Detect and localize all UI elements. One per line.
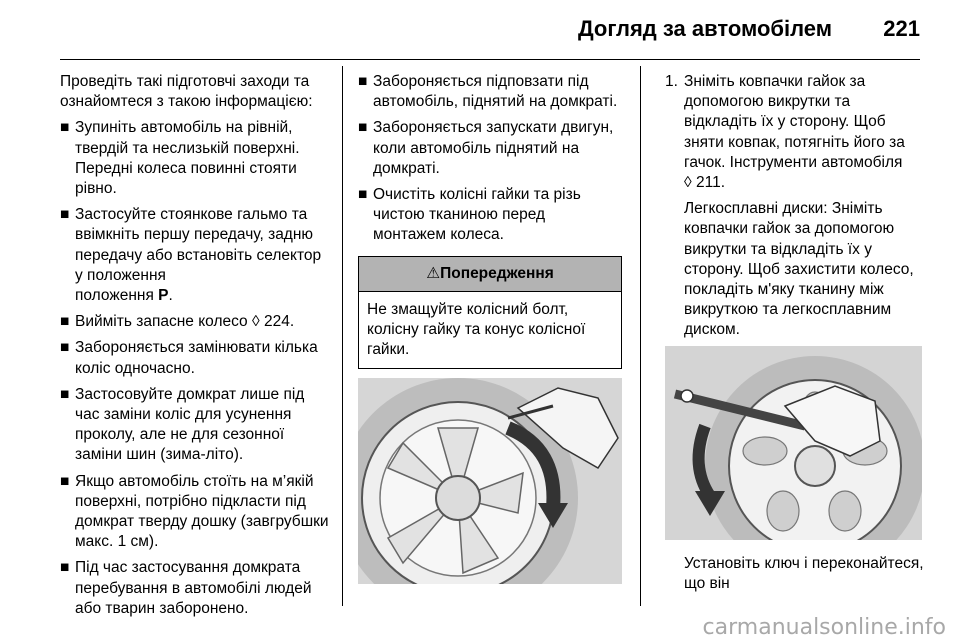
bullet-icon: ■ xyxy=(60,385,70,403)
intro-paragraph: Проведіть такі підготовчі заходи та ознайомтеся з такою інформацією: xyxy=(60,73,313,111)
list-item xyxy=(358,185,622,246)
bullet-icon: ■ xyxy=(358,186,368,204)
watermark: carmanualsonline.info xyxy=(702,615,946,640)
step-2-note-text: Установіть ключ і переконайтеся, що він xyxy=(684,555,924,593)
bullet-icon: ■ xyxy=(60,339,70,357)
page-number: 221 xyxy=(883,16,920,41)
column-3 xyxy=(665,72,925,373)
bullet-icon: ■ xyxy=(60,559,70,577)
list-item xyxy=(60,338,332,378)
header-rule xyxy=(60,59,920,60)
page-ref-link[interactable]: 224 xyxy=(263,313,290,331)
warning-header xyxy=(359,257,621,292)
list-item-text: Під час застосування домкрата перебування в автомобілі людей або тварин заборонено. xyxy=(75,559,312,617)
bullet-icon: ■ xyxy=(358,73,368,90)
warning-icon: ⚠ xyxy=(426,264,441,282)
list-item-text: Застосовуйте домкрат лише під час заміни коліс для усунення проколу, але не для сезонної заміни шин (зима-літо). xyxy=(75,385,305,464)
wheel-wrench-image xyxy=(665,346,922,540)
warning-title: Попередження xyxy=(440,264,554,282)
list-item-text: Забороняється підповзати під автомобіль, піднятий на домкраті. xyxy=(373,73,618,111)
step-1 xyxy=(665,72,925,193)
wheel-cover-image xyxy=(358,378,622,584)
page-ref-link[interactable]: 211. xyxy=(695,174,726,192)
list-item-text: Якщо автомобіль стоїть на м’якій поверхні, потрібно підкласти під домкрат тверду дошку (завгрубшки макс. 1 см). xyxy=(75,472,329,551)
column-divider-2 xyxy=(640,66,641,606)
column-divider-1 xyxy=(342,66,343,606)
list-item-text: Вийміть запасне колесо xyxy=(75,313,248,331)
page-ref-icon: ◊ xyxy=(684,174,692,192)
bullet-icon: ■ xyxy=(358,119,368,137)
bullet-icon: ■ xyxy=(60,313,70,331)
list-item-text: Зупиніть автомобіль на рівній, твердій та неслизькій поверхні. Передні колеса повинні стояти рівно. xyxy=(75,119,300,198)
list-item-text-tail: положення xyxy=(75,287,154,305)
list-item xyxy=(60,558,332,619)
list-item-text: Забороняється запускати двигун, коли автомобіль піднятий на домкраті. xyxy=(373,119,614,177)
list-item xyxy=(358,118,622,179)
page-title: Догляд за автомобілем xyxy=(577,16,832,41)
list-item xyxy=(60,385,332,466)
page-ref-icon: ◊ xyxy=(251,313,260,331)
list-item: ■ Застосуйте стоянкове гальмо та ввімкніть першу передачу, задню передачу або встановіть селектор у положення положення P. xyxy=(60,206,322,305)
list-item-text: Забороняється замінювати кілька коліс одночасно. xyxy=(75,339,318,377)
list-item: ■ Вийміть запасне колесо ◊ 224. xyxy=(60,312,332,332)
list-item-text: Очистіть колісні гайки та різь чистою тканиною перед монтажем колеса. xyxy=(373,186,581,244)
wheel-cover-illustration xyxy=(358,378,622,584)
list-item xyxy=(60,118,332,199)
step-2-note xyxy=(665,554,925,600)
column-2 xyxy=(358,72,622,369)
wheel-wrench-illustration xyxy=(665,346,922,540)
list-item xyxy=(358,72,622,112)
list-item xyxy=(60,472,332,553)
step-1-note: Легкосплавні диски: Зніміть ковпачки гайок за допомогою викрутки та відкладіть їх у сторону. Щоб захистити колесо, покладіть м'яку тканину між викруткою та легкосплавним диском. xyxy=(684,200,914,339)
page-header xyxy=(0,0,960,60)
selector-position-p: P xyxy=(158,287,169,305)
step-number: 1. xyxy=(665,73,678,90)
bullet-icon: ■ xyxy=(60,119,70,137)
list-item-text: Застосуйте стоянкове гальмо та ввімкніть першу передачу, задню передачу або встановіть селектор у положення xyxy=(75,206,322,284)
warning-box xyxy=(358,256,622,370)
bullet-icon: ■ xyxy=(60,206,70,224)
bullet-icon: ■ xyxy=(60,472,70,490)
column-1 xyxy=(60,72,332,625)
warning-text: Не змащуйте колісний болт, колісну гайку та конус колісної гайки. xyxy=(367,300,586,359)
step-text: Зніміть ковпачки гайок за допомогою викрутки та відкладіть їх у сторону. Щоб зняти ковпак, потягніть його за гачок. Інструменти автомобіля xyxy=(684,73,905,171)
